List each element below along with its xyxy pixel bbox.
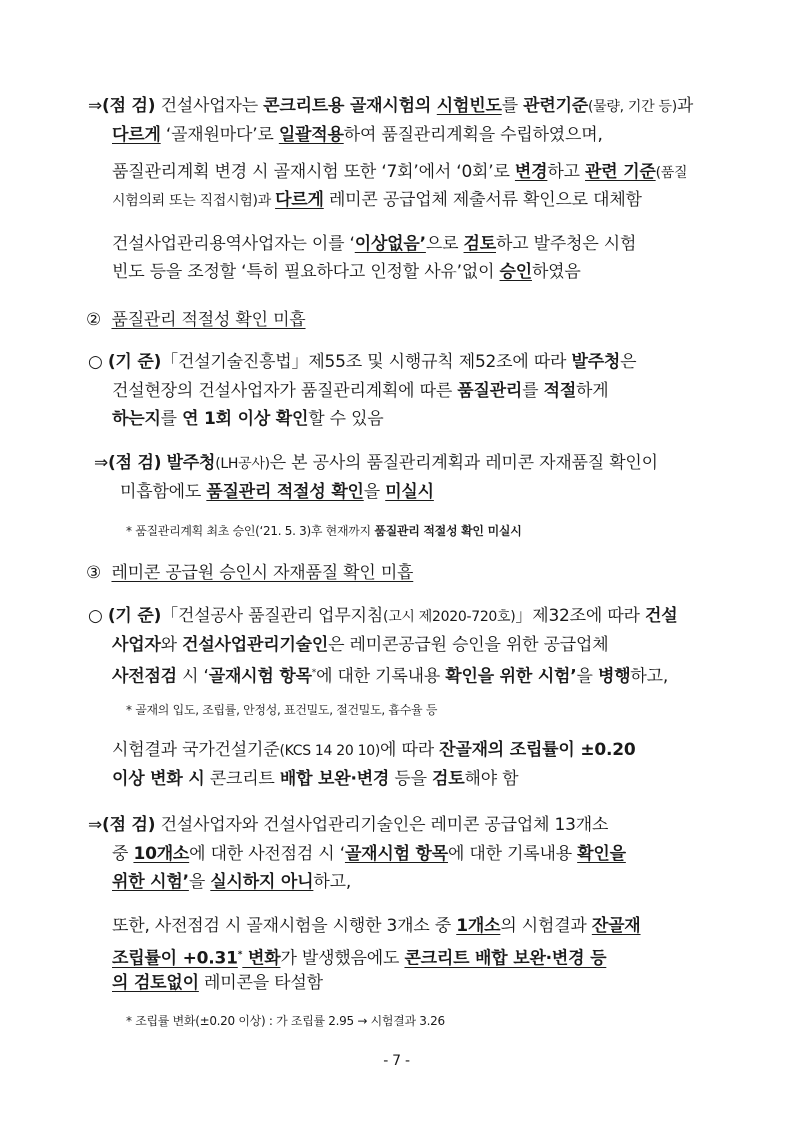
criteria-3-footnote: * 골재의 입도, 조립률, 안정성, 표건밀도, 절건밀도, 흡수율 등 [126,703,438,717]
criteria-3-paragraph-2-line-1: 시험결과 국가건설기준(KCS 14 20 10)에 따라 잔골재의 조립률이 ±0.20 [112,740,636,760]
check-3-line-1: ⇒(점 검) 건설사업자와 건설사업관리기술인은 레미콘 공급업체 13개소 [88,815,609,835]
page-number: - 7 - [383,1053,410,1069]
criteria-3-line-2: 사업자와 건설사업관리기술인은 레미콘공급원 승인을 위한 공급업체 [112,635,609,655]
check-paragraph-2-line-1: 품질관리계획 변경 시 골재시험 또한 ‘7회’에서 ‘0회’로 변경하고 관련 기준(품질 [112,162,688,182]
section-title: 레미콘 공급원 승인시 자재품질 확인 미흡 [111,563,414,583]
check-3-line-2: 중 10개소에 대한 사전점검 시 ‘골재시험 항목에 대한 기록내용 확인을 [112,844,626,864]
criteria-2-line-2: 건설현장의 건설사업자가 품질관리계획에 따른 품질관리를 적절하게 [112,381,609,401]
check-3-paragraph-2-line-1: 또한, 사전점검 시 골재시험을 시행한 3개소 중 1개소의 시험결과 잔골재 [112,916,641,936]
check-paragraph-2-line-2: 시험의뢰 또는 직접시험)과 다르게 레미콘 공급업체 제출서류 확인으로 대체함 [112,190,642,210]
criteria-2-line-3: 하는지를 연 1회 이상 확인할 수 있음 [112,409,384,429]
check-3-footnote: * 조립률 변화(±0.20 이상) : 가 조립률 2.95 → 시험결과 3.26 [126,1014,445,1028]
check-3-line-3: 위한 시험’을 실시하지 아니하고, [112,872,352,892]
check-2-footnote: * 품질관리계획 최초 승인(‘21. 5. 3)후 현재까지 품질관리 적절성 확인 미실시 [126,524,522,538]
check-3-paragraph-2-line-3: 의 검토없이 레미콘을 타설함 [112,973,323,993]
section-3-heading [86,562,413,584]
check-2-line-1: ⇒(점 검) 발주청(LH공사)은 본 공사의 품질관리계획과 레미콘 자재품질 확인이 [94,453,658,473]
section-number: ② [86,310,102,330]
bullet-icon: ○ [88,606,103,626]
criteria-3-paragraph-2-line-2: 이상 변화 시 콘크리트 배합 보완·변경 등을 검토해야 함 [112,769,519,789]
arrow-icon: ⇒ [88,96,103,116]
bullet-icon: ○ [88,352,103,372]
criteria-3-line-3: 사전점검 시 ‘골재시험 항목*에 대한 기록내용 확인을 위한 시험’을 병행하고, [112,666,669,687]
check-paragraph-3-line-2: 빈도 등을 조정할 ‘특히 필요하다고 인정할 사유’없이 승인하였음 [112,262,581,282]
check-paragraph-3-line-1: 건설사업관리용역사업자는 이를 ‘이상없음’으로 검토하고 발주청은 시험 [112,234,637,254]
check-2-line-2: 미흡함에도 품질관리 적절성 확인을 미실시 [120,482,434,502]
criteria-2-line-1: ○ (기 준)「건설기술진흥법」제55조 및 시행규칙 제52조에 따라 발주청은 [88,352,637,372]
section-title: 품질관리 적절성 확인 미흡 [111,310,306,330]
section-2-heading [86,309,306,331]
check-paragraph-1-line-2: 다르게 ‘골재원마다’로 일괄적용하여 품질관리계획을 수립하였으며, [112,125,603,145]
arrow-icon: ⇒ [88,815,103,835]
check-tag: (점 검) [102,96,156,116]
arrow-icon: ⇒ [94,453,109,473]
section-number: ③ [86,563,102,583]
check-paragraph-1-line-1: ⇒(점 검) 건설사업자는 콘크리트용 골재시험의 시험빈도를 관련기준(물량, 기간 등)과 [88,96,694,116]
check-3-paragraph-2-line-2: 조립률이 +0.31* 변화가 발생했음에도 콘크리트 배합 보완·변경 등 [112,948,607,969]
criteria-3-line-1: ○ (기 준)「건설공사 품질관리 업무지침(고시 제2020-720호)」제32조에 따라 건설 [88,606,678,626]
